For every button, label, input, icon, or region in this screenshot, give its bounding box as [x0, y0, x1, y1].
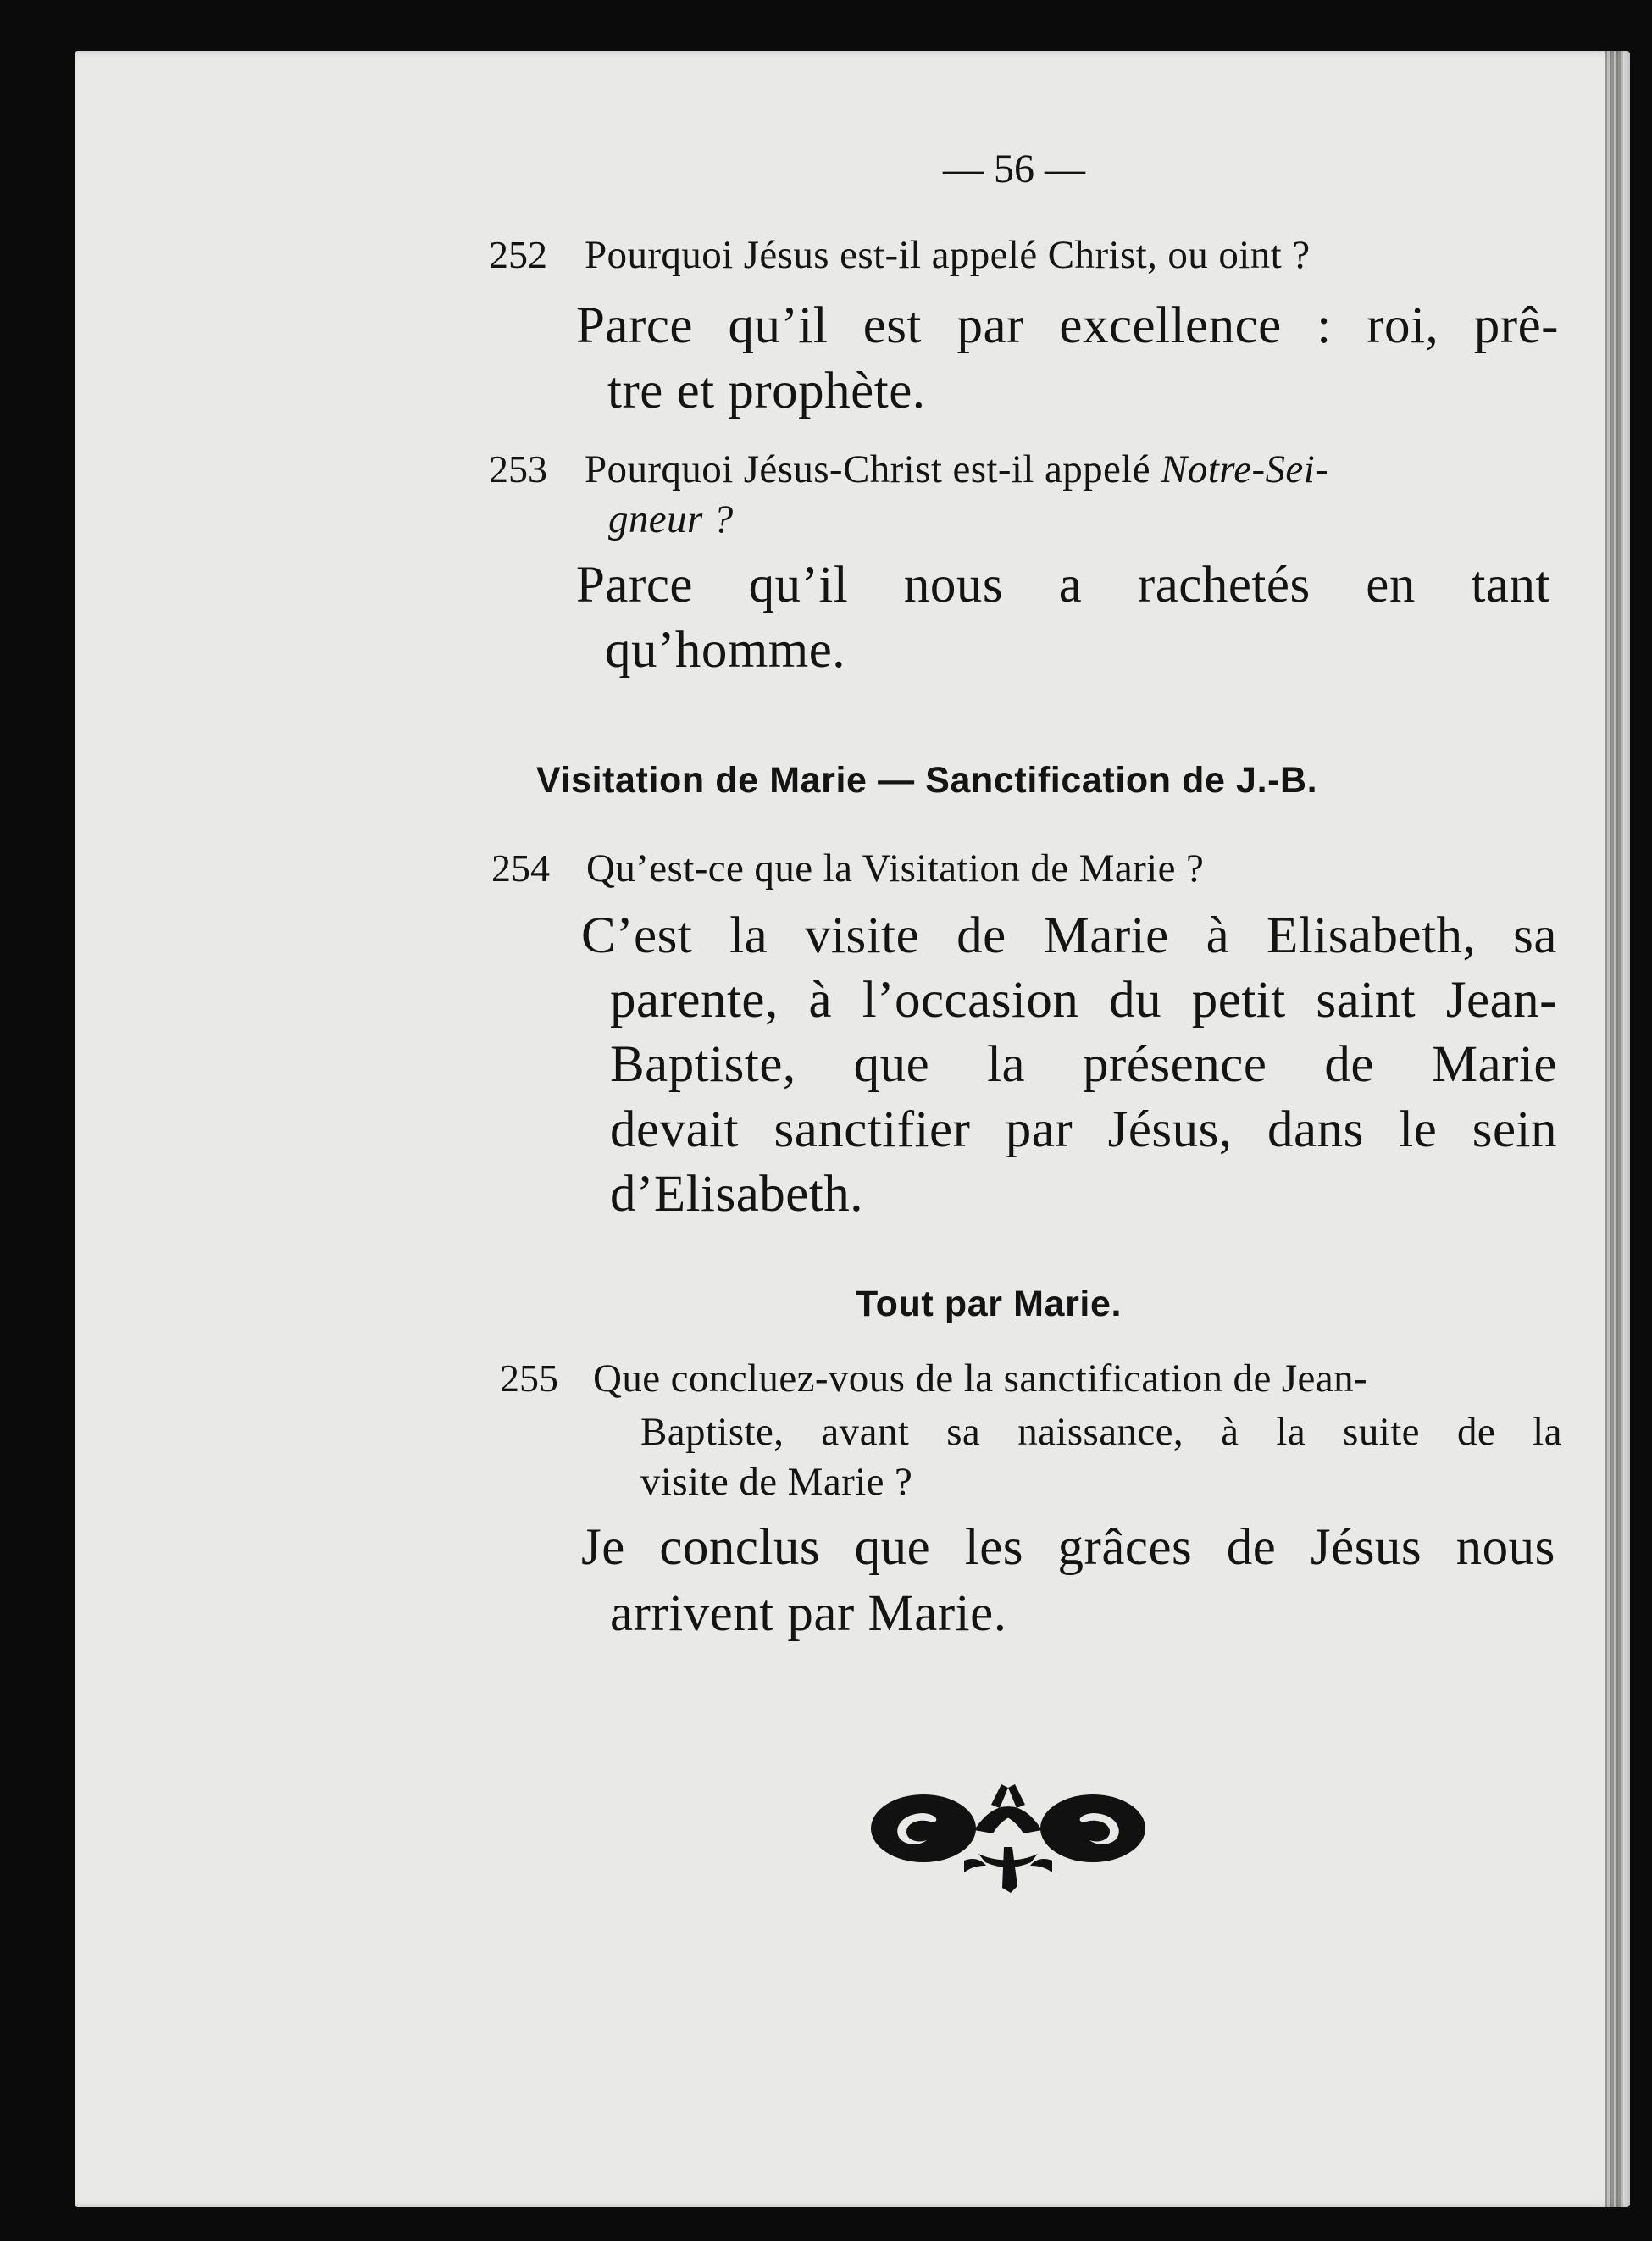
answer-253-line-1 [576, 556, 1550, 615]
word: Jean- [1445, 972, 1557, 1029]
word: dans [1267, 1101, 1364, 1158]
answer-254-line-1 [581, 907, 1557, 966]
word: tant [1471, 557, 1550, 613]
word: nous [1455, 1519, 1555, 1576]
word: de [1324, 1036, 1374, 1093]
section-heading-visitation: Visitation de Marie — Sanctification de J.-B. [536, 760, 1318, 801]
word: C’est [581, 907, 693, 964]
word: la [729, 907, 768, 964]
word: Baptiste, [640, 1410, 784, 1454]
word: visite [805, 907, 920, 964]
word: est [862, 297, 922, 354]
word: Jésus [1310, 1519, 1422, 1576]
word: petit [1191, 972, 1286, 1029]
word: à [1206, 907, 1230, 964]
word: que [854, 1519, 931, 1576]
answer-254-line-4 [610, 1101, 1557, 1160]
word: de [1456, 1410, 1496, 1454]
word: naissance, [1017, 1410, 1184, 1454]
answer-252-line-1 [576, 297, 1559, 356]
word: Jésus, [1107, 1101, 1233, 1158]
question-253-italic-1: Notre-Sei- [1161, 447, 1329, 491]
word: prê- [1473, 297, 1559, 354]
word: la [1276, 1410, 1306, 1454]
word: qu’il [728, 297, 829, 354]
word: avant [821, 1410, 910, 1454]
answer-254-line-5: d’Elisabeth. [610, 1166, 864, 1223]
word: par [1005, 1101, 1073, 1158]
word: devait [610, 1101, 740, 1158]
word: saint [1316, 972, 1416, 1029]
word: Baptiste, [610, 1036, 796, 1093]
word: a [1058, 557, 1083, 613]
word: l’occasion [862, 972, 1079, 1029]
word: qu’il [748, 557, 849, 613]
question-253-line-2: gneur ? [608, 497, 734, 541]
word: sa [1513, 907, 1557, 964]
question-253-plain: Pourquoi Jésus-Christ est-il appelé [585, 447, 1151, 491]
word: à [1221, 1410, 1239, 1454]
word: en [1366, 557, 1416, 613]
word: Parce [576, 557, 693, 613]
answer-254-line-3 [610, 1035, 1557, 1095]
question-255-line-1: Que concluez-vous de la sanctification de Jean- [593, 1356, 1368, 1401]
word: du [1109, 972, 1162, 1029]
word: présence [1083, 1036, 1267, 1093]
word: nous [903, 557, 1004, 613]
answer-255-line-1 [581, 1518, 1555, 1578]
question-253-line-1 [585, 447, 1328, 492]
section-heading-tout-par-marie: Tout par Marie. [856, 1284, 1123, 1324]
question-number-255: 255 [500, 1356, 558, 1400]
answer-254-line-2 [610, 971, 1557, 1030]
word: Marie [1431, 1036, 1557, 1093]
fleuron-ornament-icon [864, 1779, 1152, 1902]
answer-252-line-2: tre et prophète. [607, 363, 926, 419]
question-255-line-3: visite de Marie ? [640, 1460, 913, 1504]
word: que [853, 1036, 930, 1093]
question-255-line-2 [640, 1409, 1562, 1455]
word: la [1533, 1410, 1562, 1454]
word: le [1399, 1101, 1438, 1158]
page-edge [1605, 51, 1623, 2207]
question-number-254: 254 [491, 846, 550, 890]
word: : [1317, 297, 1332, 354]
word: à [808, 972, 833, 1029]
word: parente, [610, 972, 779, 1029]
page-number: — 56 — [943, 147, 1085, 191]
question-number-253: 253 [489, 447, 547, 491]
word: suite [1343, 1410, 1420, 1454]
word: Elisabeth, [1267, 907, 1477, 964]
word: roi, [1367, 297, 1439, 354]
question-252: Pourquoi Jésus est-il appelé Christ, ou oint ? [585, 233, 1311, 277]
question-254: Qu’est-ce que la Visitation de Marie ? [586, 846, 1205, 890]
word: excellence [1059, 297, 1282, 354]
word: sanctifier [773, 1101, 971, 1158]
word: grâces [1057, 1519, 1193, 1576]
question-number-252: 252 [489, 233, 547, 276]
word: Je [581, 1519, 625, 1576]
word: Marie [1043, 907, 1169, 964]
word: par [956, 297, 1024, 354]
answer-253-line-2: qu’homme. [605, 622, 846, 679]
word: conclus [659, 1519, 821, 1576]
word: les [964, 1519, 1024, 1576]
word: sa [946, 1410, 981, 1454]
word: rachetés [1137, 557, 1311, 613]
answer-255-line-2: arrivent par Marie. [610, 1585, 1007, 1642]
word: Parce [576, 297, 693, 354]
word: sein [1472, 1101, 1557, 1158]
word: la [987, 1036, 1026, 1093]
word: de [956, 907, 1006, 964]
word: de [1226, 1519, 1277, 1576]
